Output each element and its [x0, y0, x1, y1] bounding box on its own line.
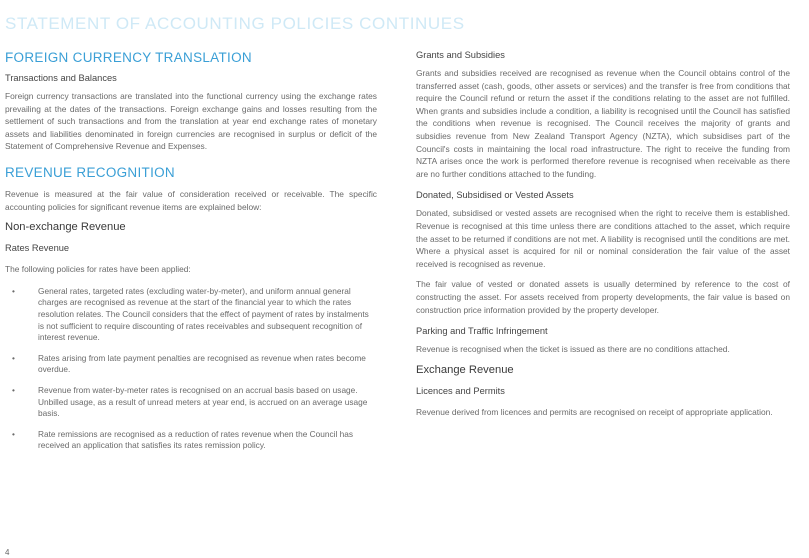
revenue-recognition-heading: REVENUE RECOGNITION — [5, 164, 175, 180]
list-item — [5, 353, 377, 376]
page-header-title: STATEMENT OF ACCOUNTING POLICIES CONTINUES — [5, 14, 465, 33]
list-item-text: General rates, targeted rates (excluding water-by-meter), and uniform annual general charges are recognised as revenue at the start of the financial year to which the rates resolution relates. The Council considers that the effect of payment of rates by instalments is not sufficient to require discounting of rates receivables and subsequent recognition of interest revenue. — [38, 285, 369, 343]
rates-revenue-heading: Rates Revenue — [5, 243, 70, 254]
bullet-icon: • — [12, 352, 15, 363]
exchange-revenue-heading: Exchange Revenue — [416, 363, 514, 376]
grants-heading: Grants and Subsidies — [416, 50, 505, 60]
list-item-text: Revenue from water-by-meter rates is recognised on an accrual basis based on usage. Unbilled usage, as a result of unread meters at year end, is accrued on an average usage basis. — [38, 384, 368, 419]
right-column — [416, 50, 790, 426]
list-item-text: Rate remissions are recognised as a reduction of rates revenue when the Council has received an application that satisfies its rates remission policy. — [38, 428, 353, 451]
revenue-recognition-body: Revenue is measured at the fair value of consideration received or receivable. The specific accounting policies for significant revenue items are explained below: — [5, 188, 377, 212]
donated-heading: Donated, Subsidised or Vested Assets — [416, 190, 574, 201]
grants-body: Grants and subsidies received are recognised as revenue when the Council obtains control of the transferred asset (cash, goods, other assets or services) and the transfer is free from conditions that require the Council refund or return the asset if the conditions relating to the asset are not fulfilled. When grants and subsidies include a condition, a liability is recognised until the Council has satisfied the conditions when revenue is recognised. The Council receives the majority of grants and subsidies revenue from New Zealand Transport Agency (NZTA), which subsidises part of the Council's costs in maintaining the local road infrastructure. The right to receive the funding from NZTA arises once the work is performed therefore revenue is recognised when receivable as there are no further conditions attached to the funding. — [416, 68, 790, 179]
foreign-currency-body: Foreign currency transactions are translated into the functional currency using the exchange rates prevailing at the dates of the transactions. Foreign exchange gains and losses resulting from the settlement of such transactions and from the translation at year end exchange rates of monetary assets and liabilities denominated in foreign currencies are recognised in surplus or deficit of the Statement of Comprehensive Revenue and Expenses. — [5, 91, 377, 152]
parking-heading: Parking and Traffic Infringement — [416, 326, 548, 337]
donated-body-1: Donated, subsidised or vested assets are recognised when the right to receive them is established. Revenue is recognised at this time unless there are conditions attached to the asset, which require the asset to be returned if conditions are not met. A liability is recognised until the conditions are met. Where a physical asset is acquired for nil or nominal consideration the fair value of the asset received is recognised as revenue. — [416, 208, 790, 269]
donated-body-2: The fair value of vested or donated assets is usually determined by reference to the cost of constructing the asset. For assets received from property developments, the fair value is based on construction price information provided by the property developer. — [416, 279, 790, 315]
bullet-icon: • — [12, 384, 15, 395]
transactions-balances-heading: Transactions and Balances — [5, 73, 117, 83]
rates-intro: The following policies for rates have been applied: — [5, 264, 191, 275]
list-item — [5, 385, 377, 420]
rates-bullet-list — [5, 286, 377, 452]
licences-body: Revenue derived from licences and permits are recognised on receipt of appropriate application. — [416, 406, 773, 417]
foreign-currency-heading: FOREIGN CURRENCY TRANSLATION — [5, 50, 252, 65]
left-column — [5, 50, 377, 461]
bullet-icon: • — [12, 428, 15, 439]
non-exchange-heading: Non-exchange Revenue — [5, 221, 126, 234]
parking-body: Revenue is recognised when the ticket is issued as there are no conditions attached. — [416, 344, 730, 355]
page-number: 4 — [5, 548, 10, 557]
list-item-text: Rates arising from late payment penalties are recognised as revenue when rates become overdue. — [38, 352, 366, 375]
bullet-icon: • — [12, 285, 15, 296]
list-item — [5, 429, 377, 452]
list-item — [5, 286, 377, 344]
licences-heading: Licences and Permits — [416, 385, 505, 396]
